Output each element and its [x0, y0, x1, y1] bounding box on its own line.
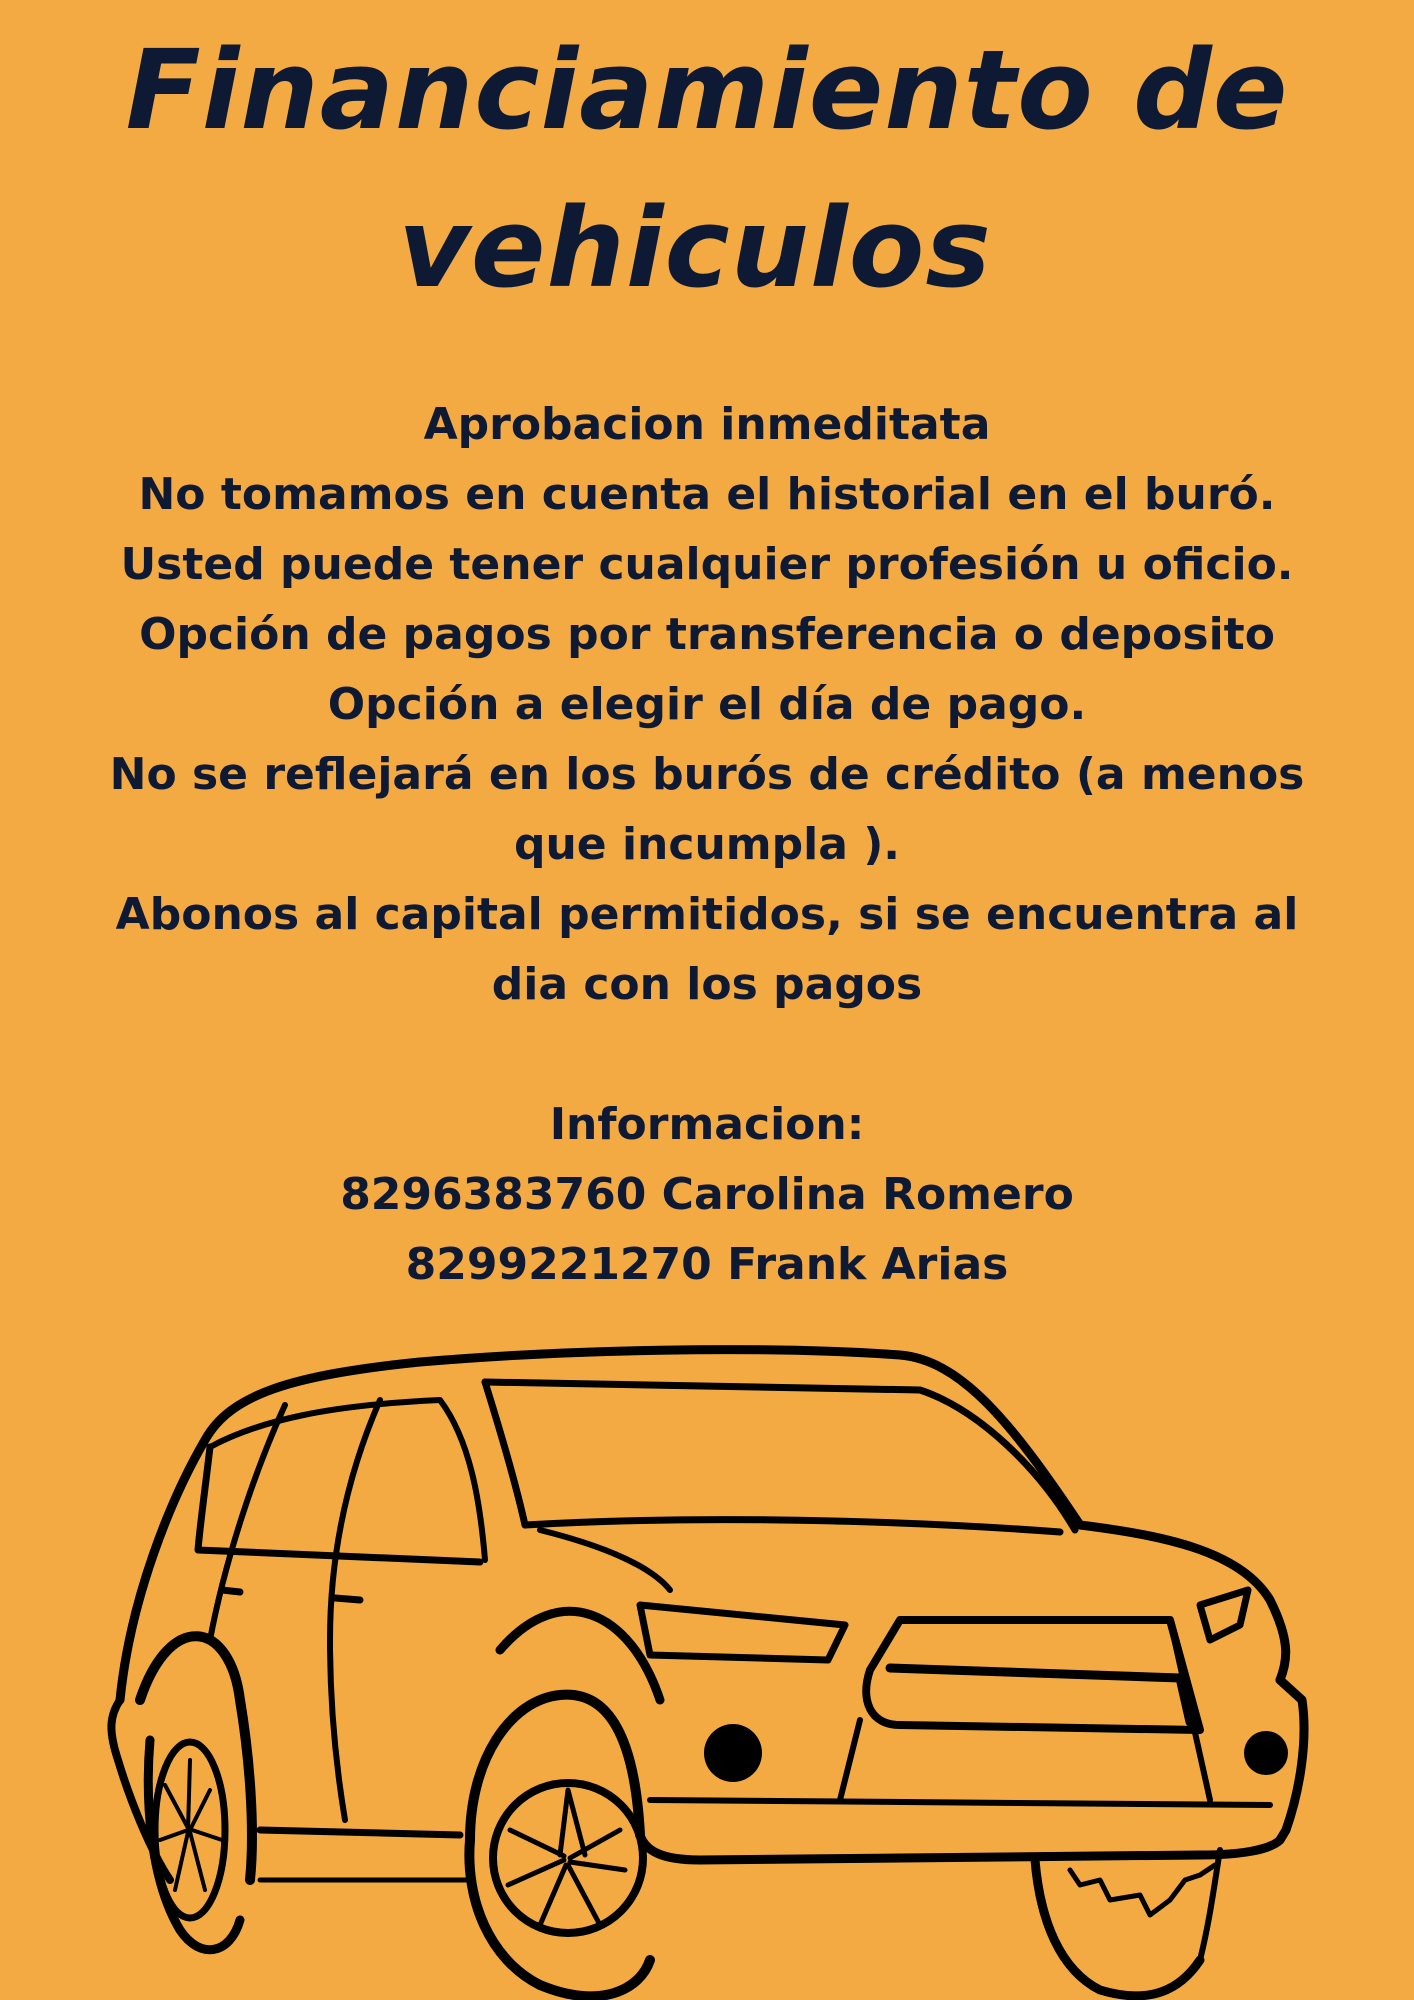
feature-item: No tomamos en cuenta el historial en el buró. [138, 469, 1276, 520]
feature-item: Usted puede tener cualquier profesión u oficio. [120, 539, 1294, 590]
feature-item: No se reflejará en los burós de crédito (a menos que incumpla ). [109, 749, 1305, 870]
feature-item: Opción de pagos por transferencia o deposito [139, 609, 1275, 660]
contact-line: 8299221270 Frank Arias [405, 1239, 1009, 1290]
feature-item: Opción a elegir el día de pago. [327, 679, 1087, 730]
feature-item: Aprobacion inmeditata [423, 399, 991, 450]
info-heading: Informacion: [549, 1099, 865, 1150]
feature-item: Abonos al capital permitidos, si se encuentra al dia con los pagos [115, 889, 1299, 1010]
contact-info [0, 1090, 1414, 1300]
feature-list [90, 390, 1324, 1020]
car-outline-icon [0, 1300, 1414, 2000]
poster-title-line-1: Financiamiento de [125, 26, 1289, 154]
poster-title-line-2: vehiculos [398, 184, 992, 312]
contact-line: 8296383760 Carolina Romero [340, 1169, 1074, 1220]
